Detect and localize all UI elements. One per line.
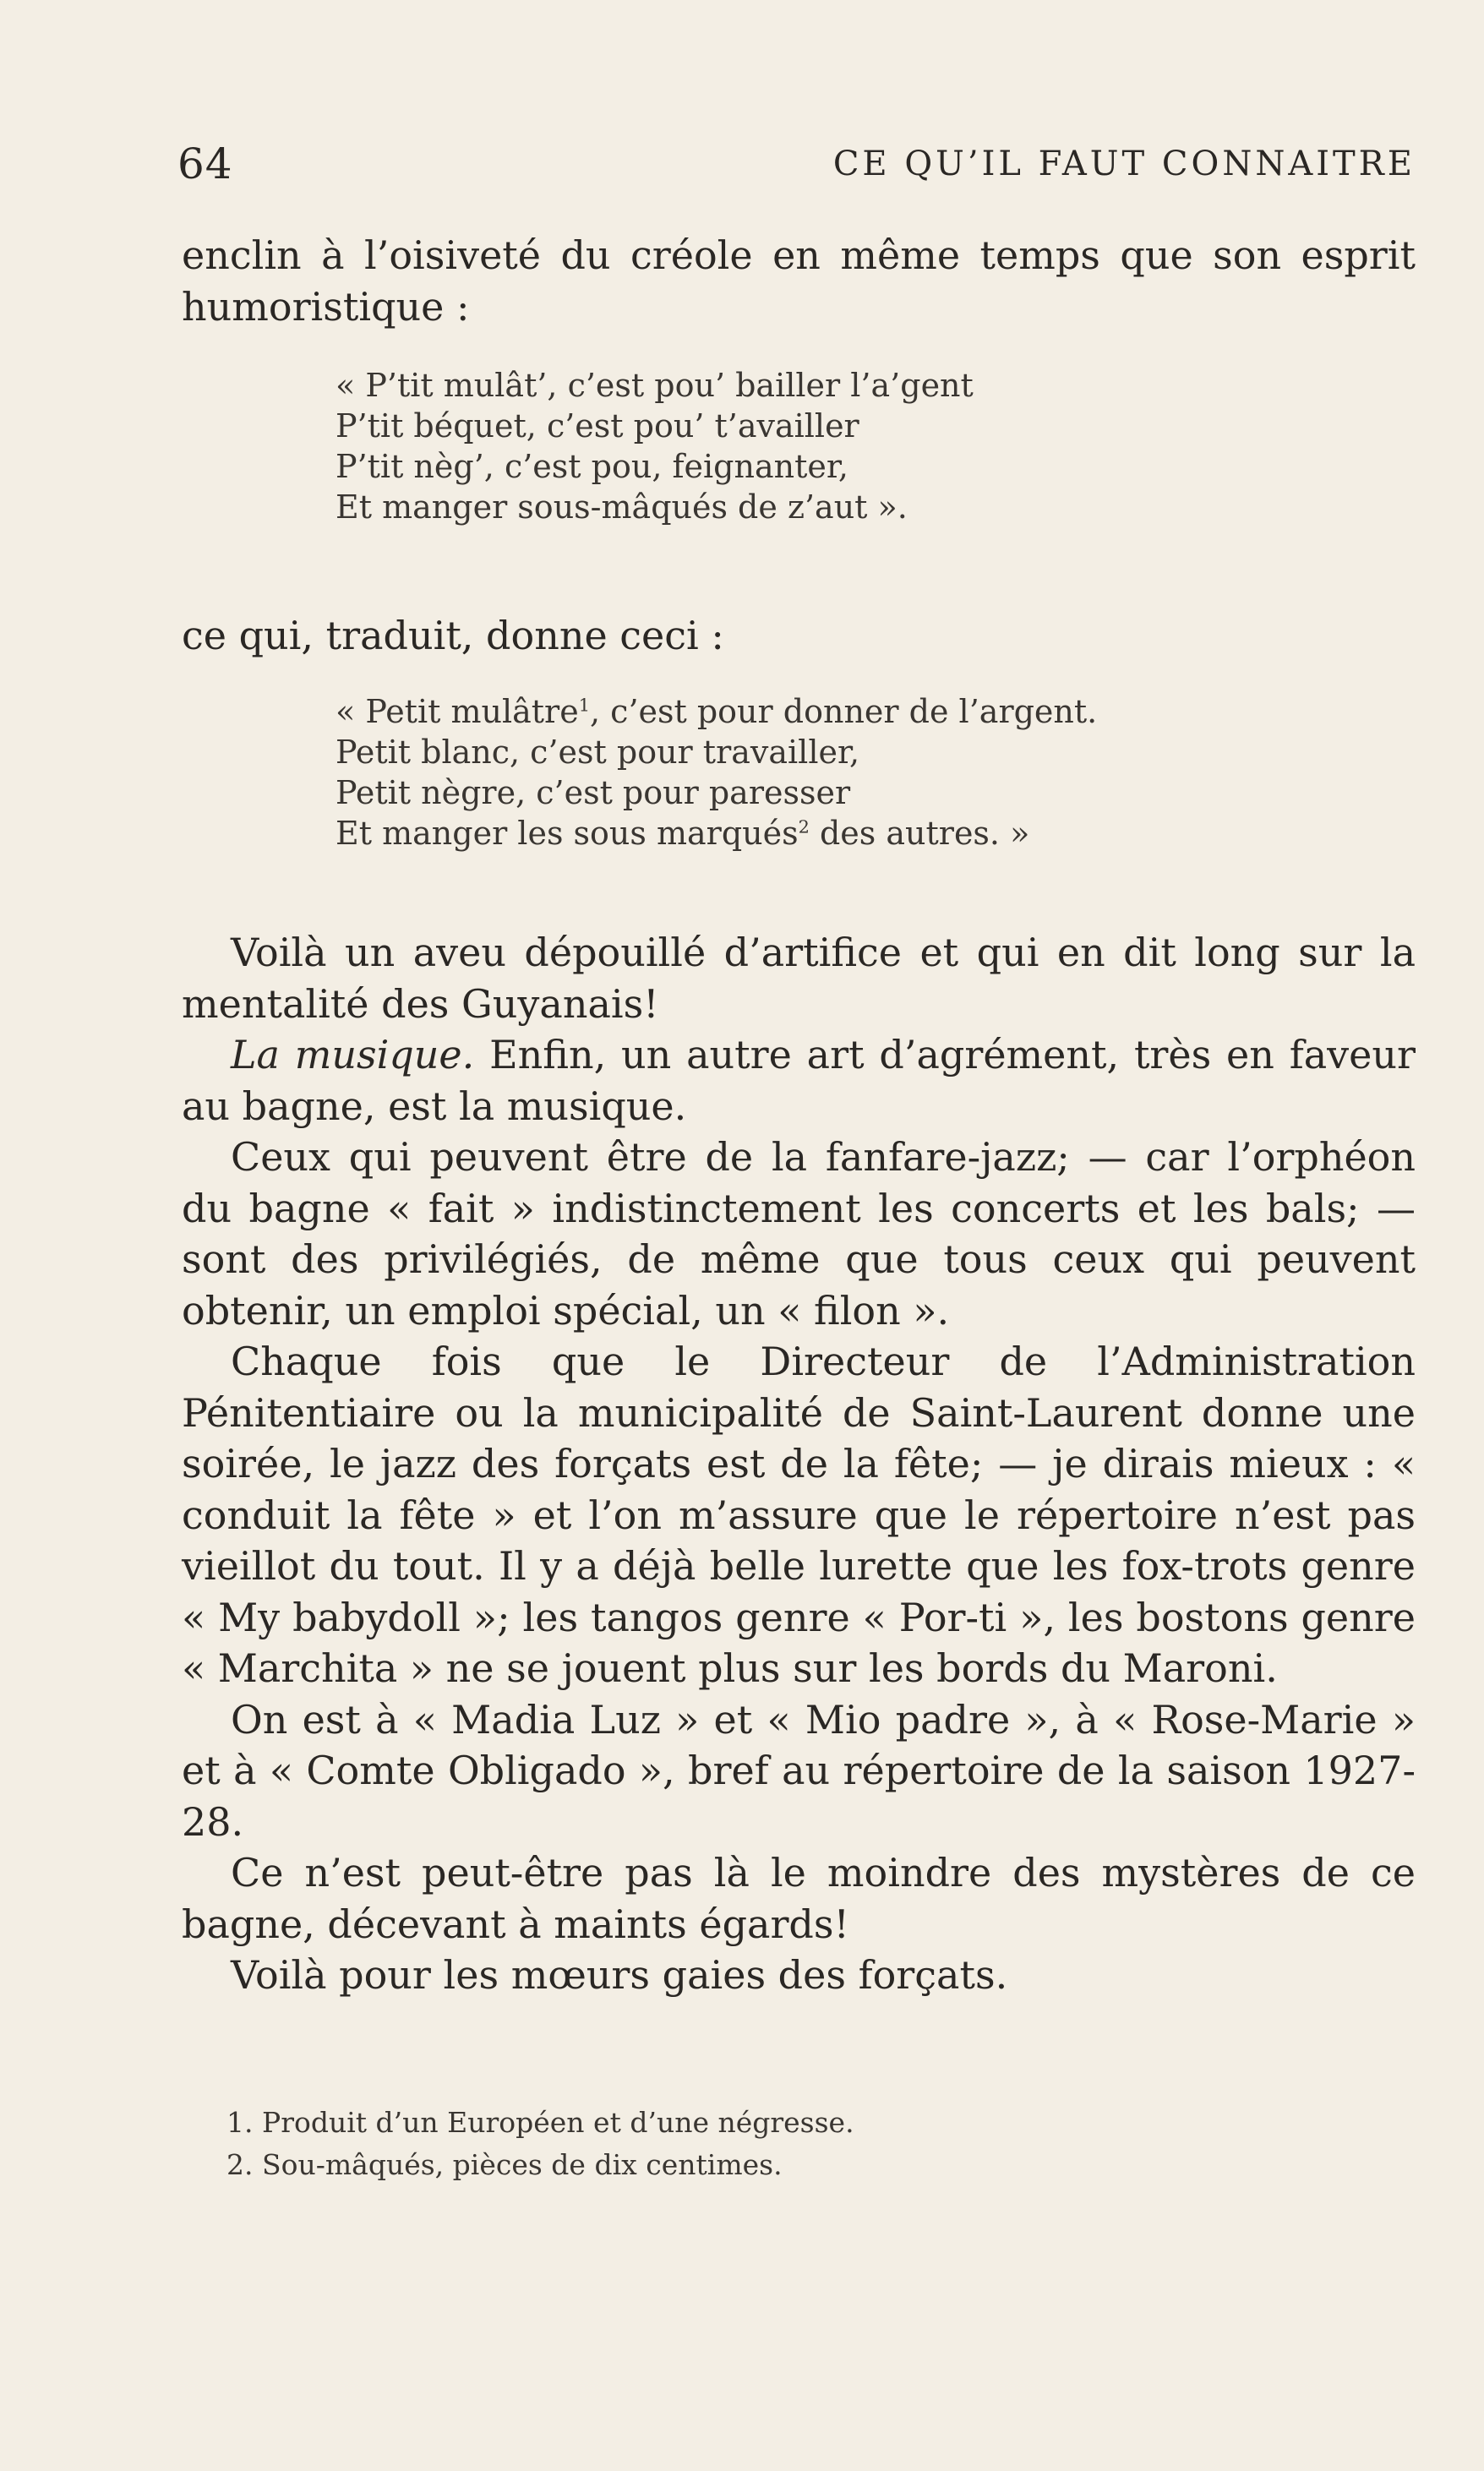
paragraph-musique: La musique. Enfin, un autre art d’agrément, très en faveur au bagne, est la musique. [182,1032,1416,1129]
footnotes [226,2102,1325,2186]
body-text [182,927,1416,2001]
paragraph-mysteres: Ce n’est peut-être pas là le moindre des mystères de ce bagne, décevant à maints égards! [182,1850,1416,1947]
creole-verse-line-1: « P’tit mulât’, c’est pou’ bailler l’a’gent [336,367,974,404]
french-verse-line-1: « Petit mulâtre$^1$, c’est pour donner de l’argent. [336,693,1098,730]
french-verse-line-2: Petit blanc, c’est pour travailler, [336,734,860,771]
paragraph-soiree: Chaque fois que le Directeur de l’Administration Pénitentiaire ou la municipalité de Saint-Laurent donne une soirée, le jazz des forçats est de la fête; — je dirais mieux : « conduit la fête » et l’on m’assure que le répertoire n’est pas vieillot du tout. Il y a déjà belle lurette que les fox-trots genre « My babydoll »; les tangos genre « Por-ti », les bostons genre « Marchita » ne se jouent plus sur les bords du Maroni. [182,1339,1416,1691]
creole-verse-line-3: P’tit nèg’, c’est pou, feignanter, [336,448,848,485]
footnote-2: 2. Sou-mâqués, pièces de dix centimes. [226,2148,783,2181]
intro-paragraph [182,230,1416,332]
translation-intro [182,610,1416,662]
footnote-1: 1. Produit d’un Européen et d’une négresse. [226,2106,854,2139]
paragraph-fanfare: Ceux qui peuvent être de la fanfare-jazz; — car l’orphéon du bagne « fait » indistinctement les concerts et les bals; — sont des privilégiés, de même que tous ceux qui peuvent obtenir, un emploi spécial, un « filon ». [182,1134,1416,1334]
running-title: CE QU’IL FAUT CONNAITRE [832,145,1416,183]
footnote-ref: 1 [578,695,590,716]
creole-verse-line-2: P’tit béquet, c’est pou’ t’availler [336,407,859,445]
creole-verse [336,365,1350,527]
section-title-musique: La musique. [231,1032,475,1077]
page-number: 64 [177,139,233,188]
french-verse-line-4: Et manger les sous marqués$^2$ des autres. » [336,815,1030,852]
paragraph-repertoire: On est à « Madia Luz » et « Mio padre », à « Rose-Marie » et à « Comte Obligado », bref au répertoire de la saison 1927-28. [182,1696,1416,1845]
paragraph-moeurs: Voilà pour les mœurs gaies des forçats. [231,1952,1008,1998]
paragraph-aveu: Voilà un aveu dépouillé d’artifice et qui en dit long sur la mentalité des Guyanais! [182,930,1416,1027]
creole-verse-line-4: Et manger sous-mâqués de z’aut ». [336,488,908,526]
translation-intro-text: ce qui, traduit, donne ceci : [182,613,724,658]
french-verse-line-3: Petit nègre, c’est pour paresser [336,774,851,811]
footnote-ref: 2 [798,816,810,837]
intro-text: enclin à l’oisiveté du créole en même temps que son esprit humoristique : [182,232,1416,330]
french-verse [336,691,1350,854]
page-header [177,139,1416,190]
